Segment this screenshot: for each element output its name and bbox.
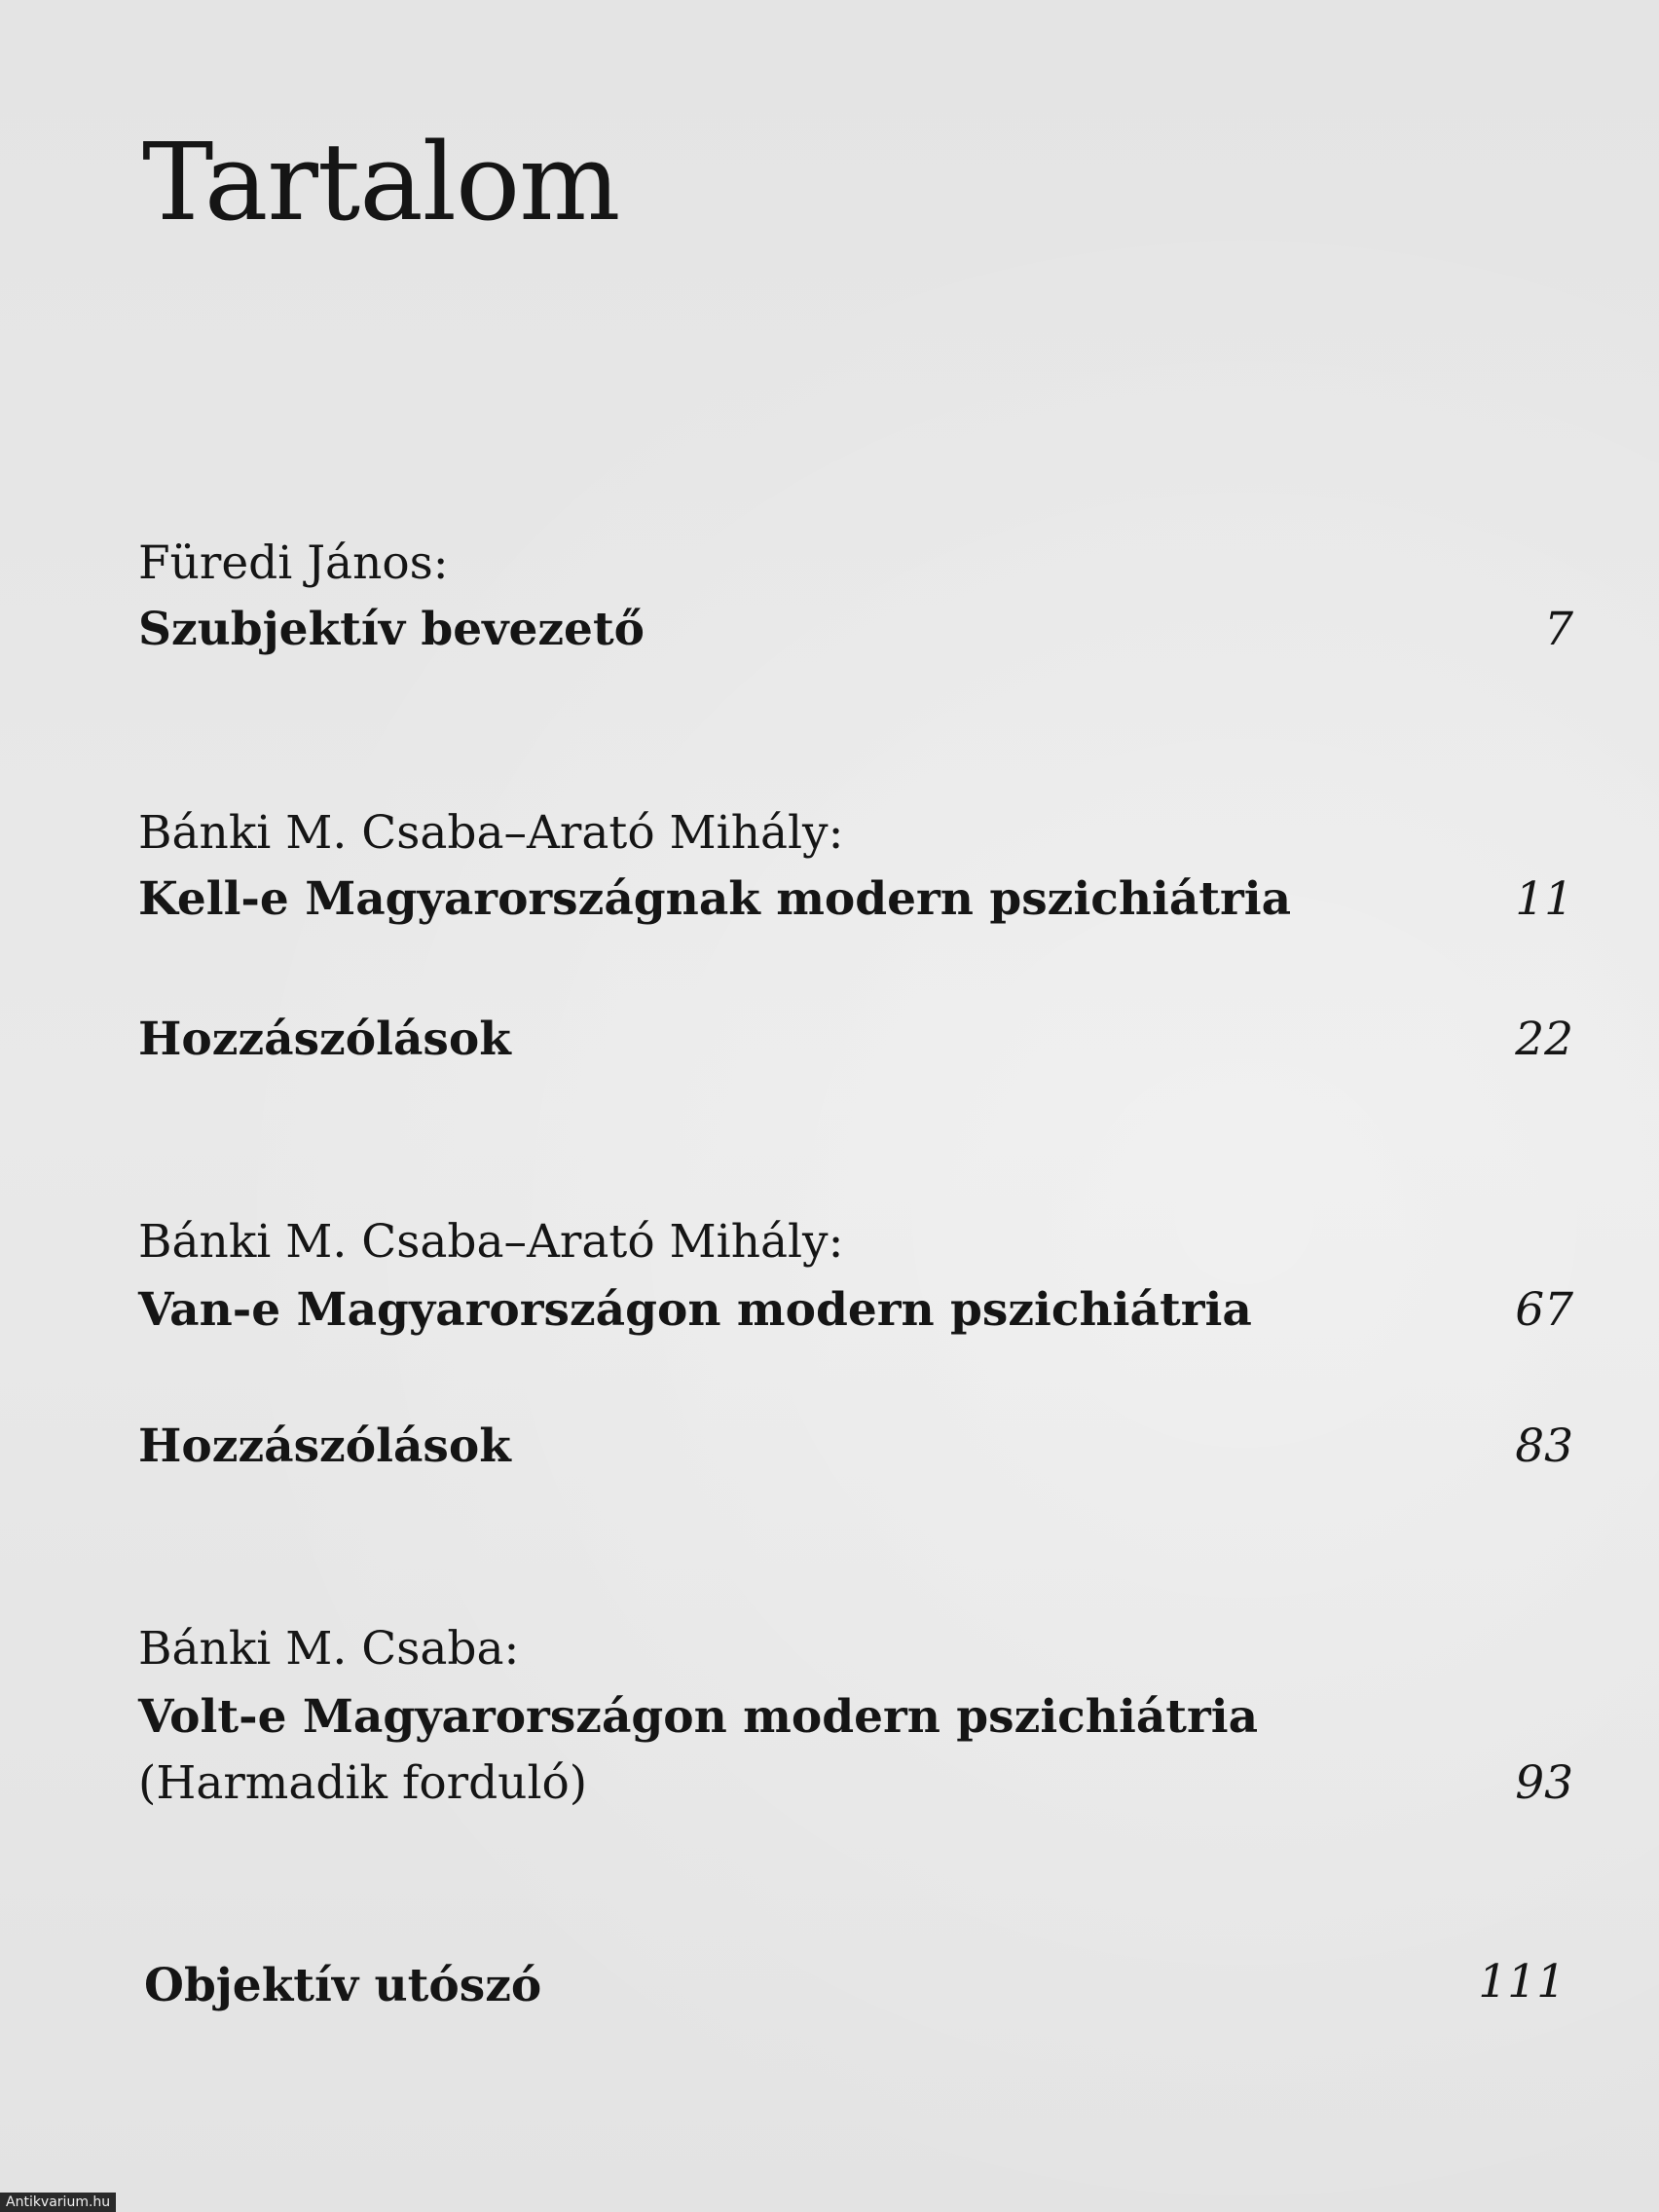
toc-page-number: 83 — [1515, 1419, 1573, 1473]
toc-page-number: 111 — [1478, 1955, 1566, 2009]
toc-page-number: 7 — [1544, 603, 1573, 656]
toc-entry-title: Szubjektív bevezető — [138, 603, 645, 656]
toc-entry-author: Bánki M. Csaba–Arató Mihály: — [138, 806, 844, 860]
toc-page-number: 11 — [1515, 872, 1573, 926]
toc-entry-title: Volt-e Magyarországon modern pszichiátria — [138, 1690, 1259, 1744]
toc-entry-author: Füredi János: — [138, 536, 449, 590]
page-title: Tartalom — [142, 120, 620, 244]
toc-entry-author: Bánki M. Csaba: — [138, 1622, 520, 1676]
toc-entry-author: Bánki M. Csaba–Arató Mihály: — [138, 1215, 844, 1269]
toc-entry-title: Hozzászólások — [138, 1013, 511, 1066]
toc-entry-title: Hozzászólások — [138, 1419, 511, 1473]
watermark: Antikvarium.hu — [0, 2193, 116, 2212]
toc-entry-subtitle: (Harmadik forduló) — [138, 1756, 588, 1810]
toc-entry-title: Van-e Magyarországon modern pszichiátria — [138, 1283, 1252, 1337]
toc-entry-title: Objektív utószó — [144, 1959, 542, 2012]
toc-page-number: 67 — [1515, 1283, 1573, 1337]
toc-page-number: 93 — [1515, 1756, 1573, 1810]
toc-page-number: 22 — [1515, 1013, 1573, 1066]
toc-entry-title: Kell-e Magyarországnak modern pszichiátria — [138, 872, 1292, 926]
